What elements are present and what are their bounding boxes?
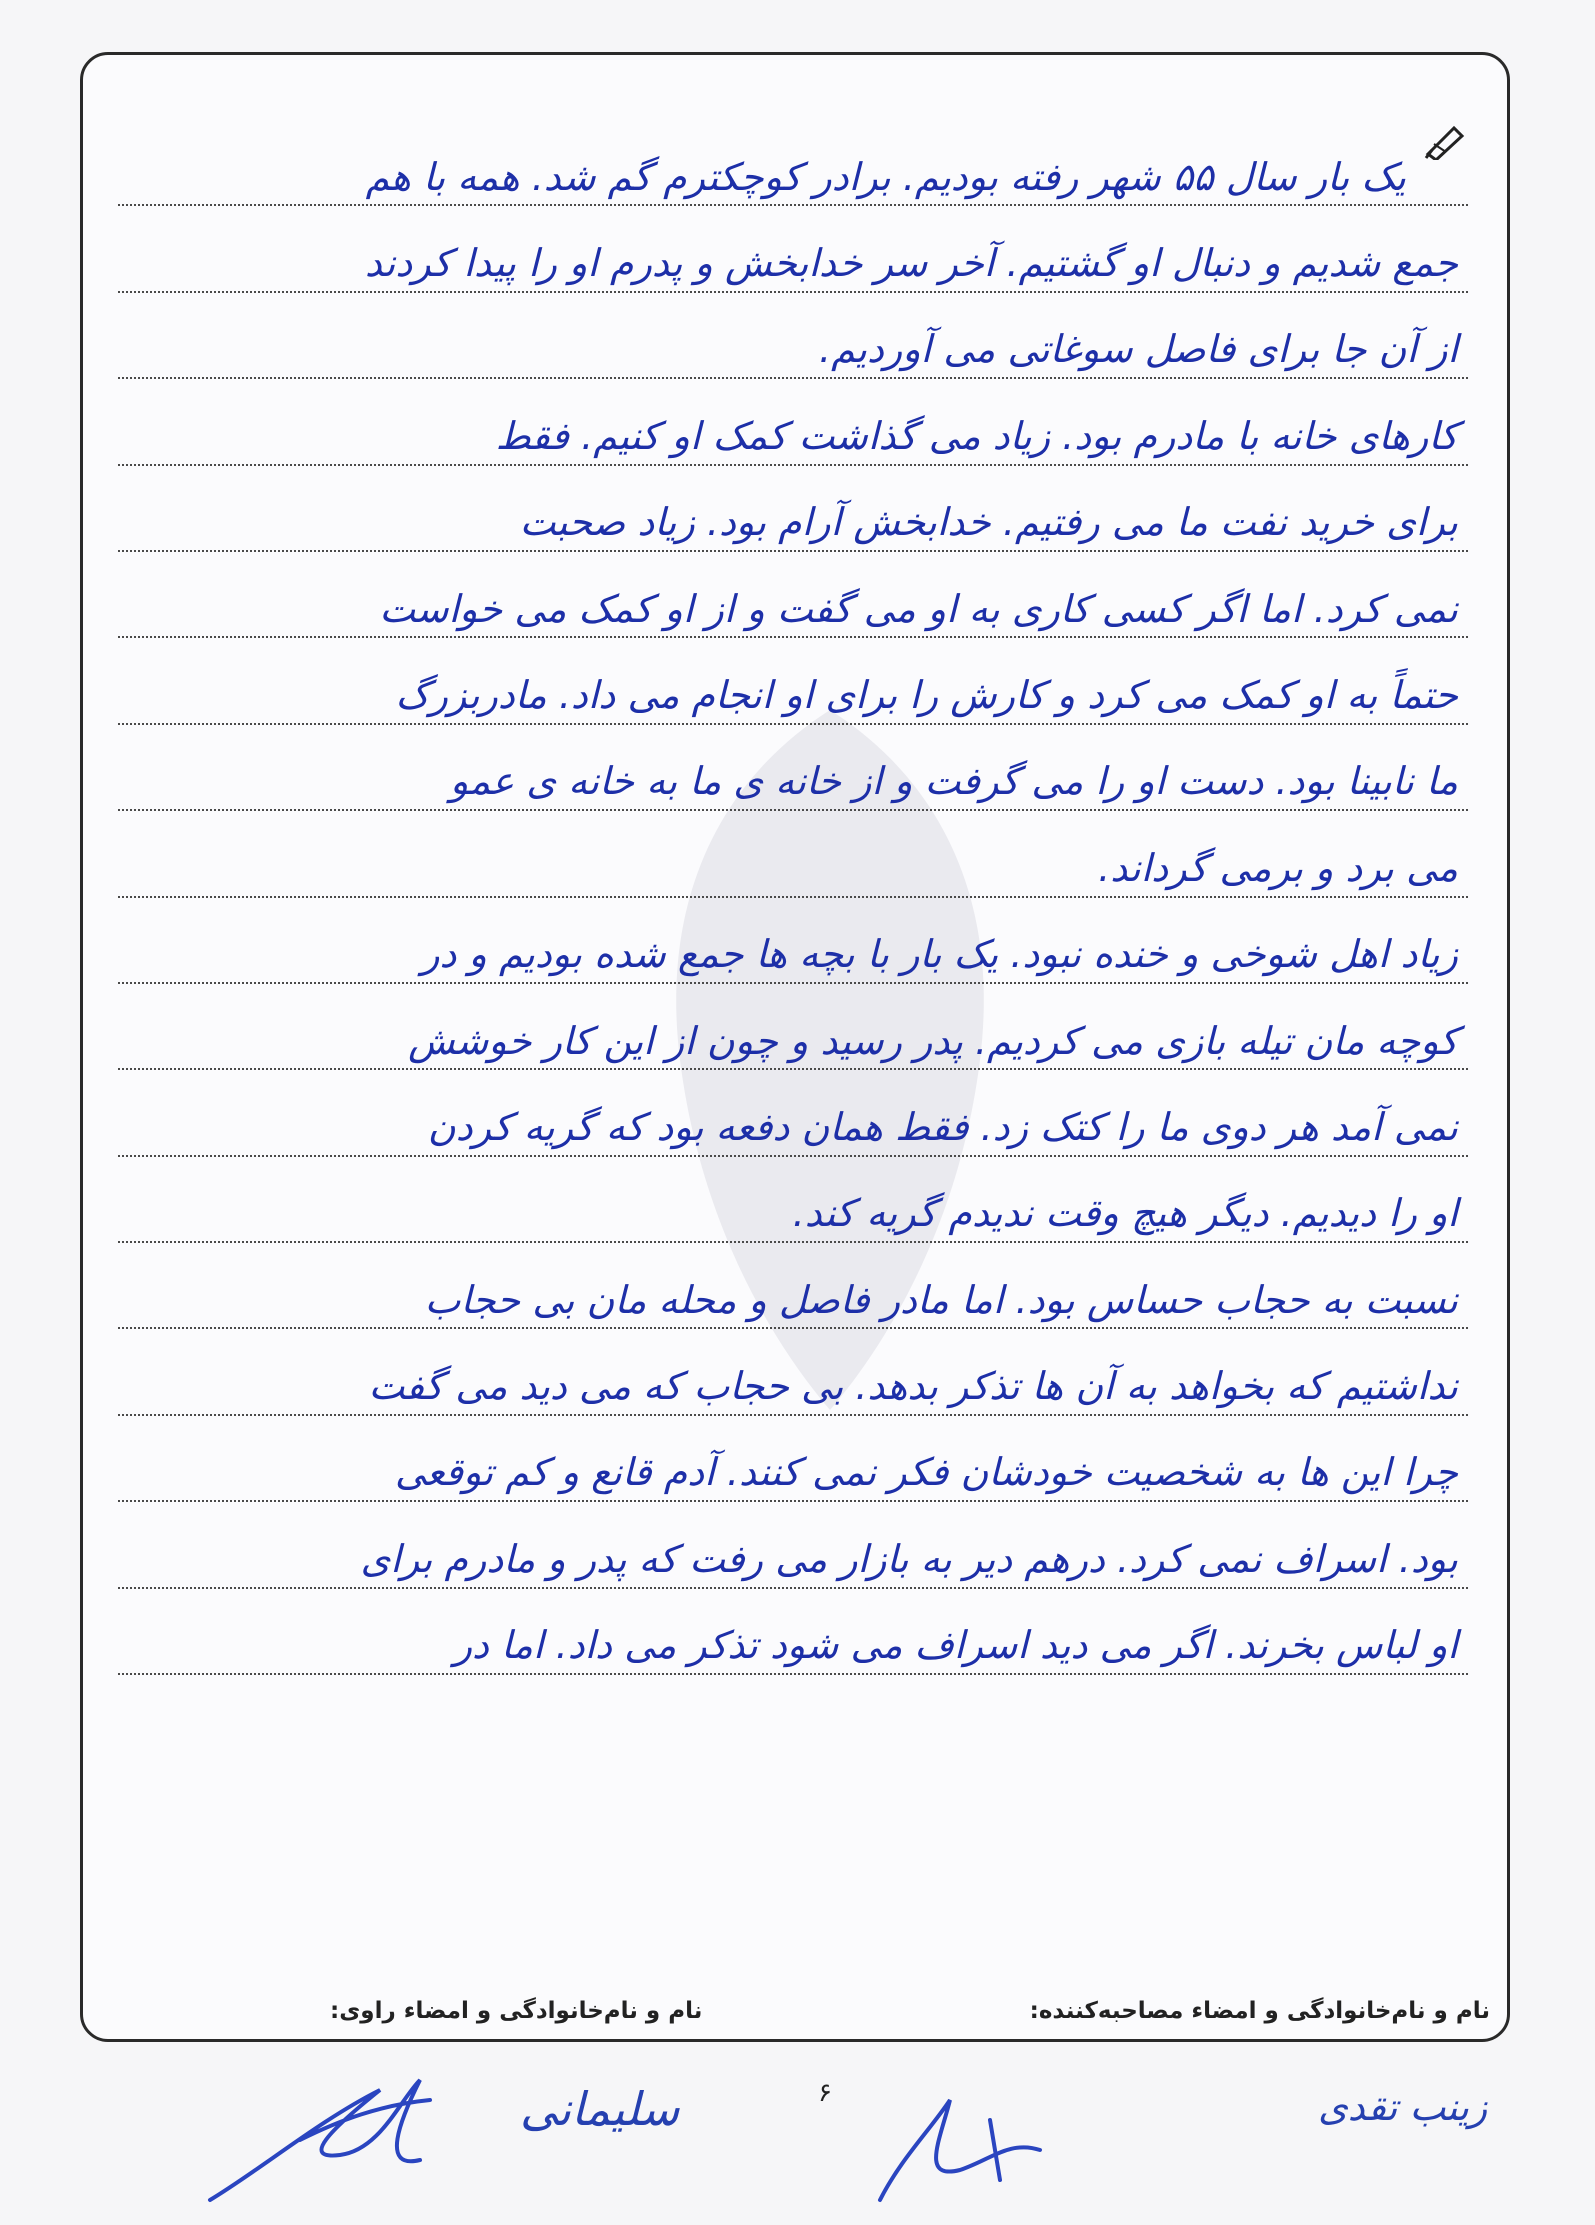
interviewer-signature-label: نام و نام‌خانوادگی و امضاء مصاحبه‌کننده:: [1029, 1998, 1490, 2024]
text-line: [118, 1070, 1468, 1156]
text-line: [118, 293, 1468, 379]
text-line: [118, 1157, 1468, 1243]
text-line: [118, 206, 1468, 292]
text-line: [118, 725, 1468, 811]
text-line: [118, 1416, 1468, 1502]
line-text: کوچه مان تیله بازی می کردیم. پدر رسید و چون از این کار خوشش: [408, 1018, 1458, 1063]
handwritten-lines: [118, 120, 1468, 1675]
text-line: [118, 120, 1468, 206]
line-text: یک بار سال ۵۵ شهر رفته بودیم. برادر کوچکترم گم شد. همه با هم: [365, 154, 1406, 199]
text-line: [118, 466, 1468, 552]
text-line: [118, 638, 1468, 724]
text-line: [118, 898, 1468, 984]
text-line: [118, 1589, 1468, 1675]
line-text: او را دیدیم. دیگر هیچ وقت ندیدم گریه کند.: [792, 1191, 1458, 1236]
text-line: [118, 1243, 1468, 1329]
line-text: ما نابینا بود. دست او را می گرفت و از خانه ی ما به خانه ی عمو: [449, 759, 1458, 804]
line-text: نمی کرد. اما اگر کسی کاری به او می گفت و از او کمک می خواست: [379, 586, 1458, 631]
line-text: می برد و برمی گرداند.: [1098, 845, 1458, 890]
text-line: [118, 1329, 1468, 1415]
line-text: او لباس بخرند. اگر می دید اسراف می شود تذکر می داد. اما در: [453, 1623, 1458, 1668]
narrator-signature-scribble: [210, 2080, 430, 2200]
line-text: نداشتیم که بخواهد به آن ها تذکر بدهد. بی حجاب که می دید می گفت: [368, 1364, 1458, 1409]
text-line: [118, 552, 1468, 638]
text-line: [118, 811, 1468, 897]
text-line: [118, 984, 1468, 1070]
narrator-signature-label: نام و نام‌خانوادگی و امضاء راوی:: [330, 1998, 703, 2024]
interviewer-handwritten-name: زینب تقدی: [1318, 2085, 1488, 2129]
page-number: ۶: [818, 2078, 832, 2108]
pen-icon: [1424, 120, 1468, 160]
text-line: [118, 379, 1468, 465]
line-text: نمی آمد هر دوی ما را کتک زد. فقط همان دفعه بود که گریه کردن: [427, 1104, 1458, 1149]
line-text: چرا این ها به شخصیت خودشان فکر نمی کنند. آدم قانع و کم توقعی: [394, 1450, 1458, 1495]
text-line: [118, 1502, 1468, 1588]
line-text: نسبت به حجاب حساس بود. اما مادر فاصل و محله مان بی حجاب: [424, 1277, 1458, 1322]
line-text: بود. اسراف نمی کرد. درهم دیر به بازار می رفت که پدر و مادرم برای: [360, 1536, 1458, 1581]
line-text: زیاد اهل شوخی و خنده نبود. یک بار با بچه ها جمع شده بودیم و در: [421, 932, 1458, 977]
line-text: جمع شدیم و دنبال او گشتیم. آخر سر خدابخش و پدرم او را پیدا کردند: [364, 240, 1458, 285]
narrator-handwritten-name: سلیمانی: [520, 2082, 680, 2136]
line-text: از آن جا برای فاصل سوغاتی می آوردیم.: [819, 327, 1458, 372]
signature-footer: [110, 1990, 1490, 2040]
line-text: حتماً به او کمک می کرد و کارش را برای او انجام می داد. مادربزرگ: [395, 672, 1458, 717]
line-text: کارهای خانه با مادرم بود. زیاد می گذاشت کمک او کنیم. فقط: [495, 413, 1458, 458]
interviewer-signature-scribble: [880, 2100, 1040, 2200]
line-text: برای خرید نفت ما می رفتیم. خدابخش آرام بود. زیاد صحبت: [519, 500, 1458, 545]
